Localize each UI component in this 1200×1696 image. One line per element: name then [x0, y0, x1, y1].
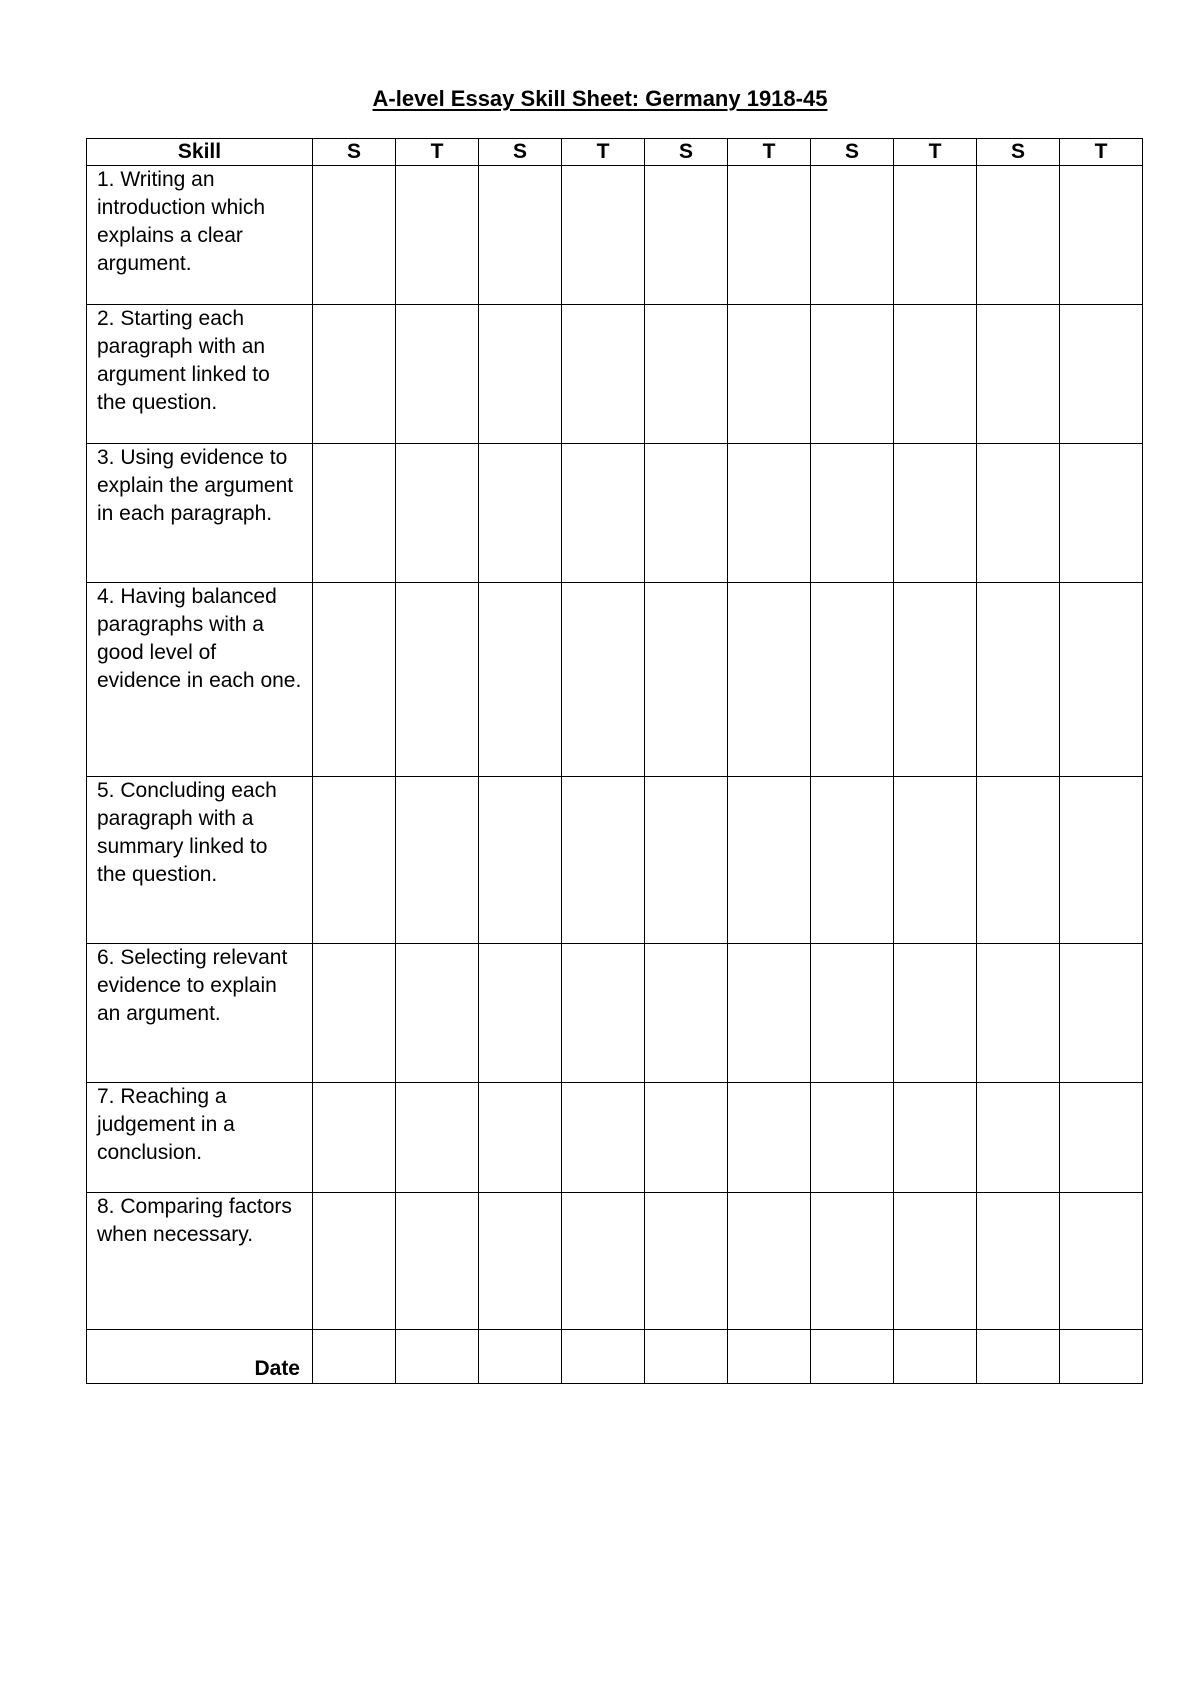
mark-cell[interactable]	[894, 1083, 977, 1193]
mark-cell[interactable]	[645, 166, 728, 305]
header-col: T	[562, 139, 645, 166]
mark-cell[interactable]	[811, 583, 894, 777]
date-row	[87, 1330, 1143, 1384]
mark-cell[interactable]	[977, 1193, 1060, 1330]
mark-cell[interactable]	[811, 444, 894, 583]
mark-cell[interactable]	[562, 1083, 645, 1193]
skill-label: 7. Reaching a judgement in a conclusion.	[87, 1083, 313, 1193]
skill-table	[86, 138, 1143, 1384]
table-row	[87, 1193, 1143, 1330]
mark-cell[interactable]	[313, 444, 396, 583]
mark-cell[interactable]	[645, 305, 728, 444]
mark-cell[interactable]	[562, 583, 645, 777]
mark-cell[interactable]	[645, 944, 728, 1083]
mark-cell[interactable]	[894, 305, 977, 444]
mark-cell[interactable]	[396, 444, 479, 583]
mark-cell[interactable]	[728, 583, 811, 777]
date-cell[interactable]	[562, 1330, 645, 1384]
mark-cell[interactable]	[728, 944, 811, 1083]
mark-cell[interactable]	[811, 305, 894, 444]
mark-cell[interactable]	[313, 1083, 396, 1193]
mark-cell[interactable]	[396, 1083, 479, 1193]
header-col: S	[479, 139, 562, 166]
mark-cell[interactable]	[1060, 583, 1143, 777]
date-cell[interactable]	[313, 1330, 396, 1384]
mark-cell[interactable]	[479, 777, 562, 944]
mark-cell[interactable]	[1060, 166, 1143, 305]
mark-cell[interactable]	[1060, 1083, 1143, 1193]
header-col: T	[1060, 139, 1143, 166]
header-skill: Skill	[87, 139, 313, 166]
mark-cell[interactable]	[396, 166, 479, 305]
mark-cell[interactable]	[562, 166, 645, 305]
mark-cell[interactable]	[728, 444, 811, 583]
mark-cell[interactable]	[894, 777, 977, 944]
date-cell[interactable]	[396, 1330, 479, 1384]
mark-cell[interactable]	[977, 944, 1060, 1083]
header-col: S	[811, 139, 894, 166]
mark-cell[interactable]	[977, 583, 1060, 777]
mark-cell[interactable]	[977, 444, 1060, 583]
mark-cell[interactable]	[479, 444, 562, 583]
skill-label: 3. Using evidence to explain the argument in each paragraph.	[87, 444, 313, 583]
mark-cell[interactable]	[728, 166, 811, 305]
table-row	[87, 166, 1143, 305]
mark-cell[interactable]	[894, 583, 977, 777]
mark-cell[interactable]	[313, 583, 396, 777]
mark-cell[interactable]	[313, 777, 396, 944]
mark-cell[interactable]	[728, 1193, 811, 1330]
mark-cell[interactable]	[396, 583, 479, 777]
mark-cell[interactable]	[645, 777, 728, 944]
mark-cell[interactable]	[562, 305, 645, 444]
mark-cell[interactable]	[313, 944, 396, 1083]
table-row	[87, 583, 1143, 777]
skill-label: 8. Comparing factors when necessary.	[87, 1193, 313, 1330]
mark-cell[interactable]	[977, 777, 1060, 944]
skill-label: 4. Having balanced paragraphs with a good level of evidence in each one.	[87, 583, 313, 777]
skill-label: 1. Writing an introduction which explains a clear argument.	[87, 166, 313, 305]
table-row	[87, 944, 1143, 1083]
mark-cell[interactable]	[645, 444, 728, 583]
date-cell[interactable]	[1060, 1330, 1143, 1384]
header-col: S	[313, 139, 396, 166]
mark-cell[interactable]	[1060, 777, 1143, 944]
table-row	[87, 305, 1143, 444]
mark-cell[interactable]	[977, 166, 1060, 305]
date-cell[interactable]	[479, 1330, 562, 1384]
table-row	[87, 444, 1143, 583]
mark-cell[interactable]	[645, 583, 728, 777]
mark-cell[interactable]	[645, 1083, 728, 1193]
date-cell[interactable]	[728, 1330, 811, 1384]
mark-cell[interactable]	[479, 166, 562, 305]
skill-label: 5. Concluding each paragraph with a summary linked to the question.	[87, 777, 313, 944]
mark-cell[interactable]	[396, 1193, 479, 1330]
date-cell[interactable]	[811, 1330, 894, 1384]
header-col: S	[977, 139, 1060, 166]
mark-cell[interactable]	[728, 777, 811, 944]
table-row	[87, 1083, 1143, 1193]
skill-label: 2. Starting each paragraph with an argument linked to the question.	[87, 305, 313, 444]
mark-cell[interactable]	[1060, 305, 1143, 444]
mark-cell[interactable]	[811, 944, 894, 1083]
header-row	[87, 139, 1143, 166]
mark-cell[interactable]	[562, 444, 645, 583]
mark-cell[interactable]	[811, 1083, 894, 1193]
mark-cell[interactable]	[977, 1083, 1060, 1193]
mark-cell[interactable]	[479, 1083, 562, 1193]
date-cell[interactable]	[894, 1330, 977, 1384]
mark-cell[interactable]	[479, 305, 562, 444]
mark-cell[interactable]	[1060, 444, 1143, 583]
mark-cell[interactable]	[313, 1193, 396, 1330]
mark-cell[interactable]	[645, 1193, 728, 1330]
mark-cell[interactable]	[894, 166, 977, 305]
date-label: Date	[87, 1330, 313, 1384]
date-cell[interactable]	[645, 1330, 728, 1384]
header-col: T	[396, 139, 479, 166]
mark-cell[interactable]	[396, 777, 479, 944]
mark-cell[interactable]	[894, 1193, 977, 1330]
mark-cell[interactable]	[811, 1193, 894, 1330]
mark-cell[interactable]	[811, 777, 894, 944]
mark-cell[interactable]	[562, 944, 645, 1083]
mark-cell[interactable]	[1060, 1193, 1143, 1330]
mark-cell[interactable]	[811, 166, 894, 305]
table-row	[87, 777, 1143, 944]
mark-cell[interactable]	[977, 305, 1060, 444]
mark-cell[interactable]	[479, 583, 562, 777]
mark-cell[interactable]	[728, 1083, 811, 1193]
mark-cell[interactable]	[313, 166, 396, 305]
mark-cell[interactable]	[562, 1193, 645, 1330]
mark-cell[interactable]	[479, 944, 562, 1083]
mark-cell[interactable]	[1060, 944, 1143, 1083]
mark-cell[interactable]	[894, 444, 977, 583]
header-col: S	[645, 139, 728, 166]
mark-cell[interactable]	[562, 777, 645, 944]
mark-cell[interactable]	[396, 944, 479, 1083]
mark-cell[interactable]	[313, 305, 396, 444]
header-col: T	[728, 139, 811, 166]
mark-cell[interactable]	[894, 944, 977, 1083]
mark-cell[interactable]	[479, 1193, 562, 1330]
mark-cell[interactable]	[728, 305, 811, 444]
mark-cell[interactable]	[396, 305, 479, 444]
date-cell[interactable]	[977, 1330, 1060, 1384]
header-col: T	[894, 139, 977, 166]
skill-label: 6. Selecting relevant evidence to explain an argument.	[87, 944, 313, 1083]
page-title: A-level Essay Skill Sheet: Germany 1918-45	[372, 86, 828, 111]
